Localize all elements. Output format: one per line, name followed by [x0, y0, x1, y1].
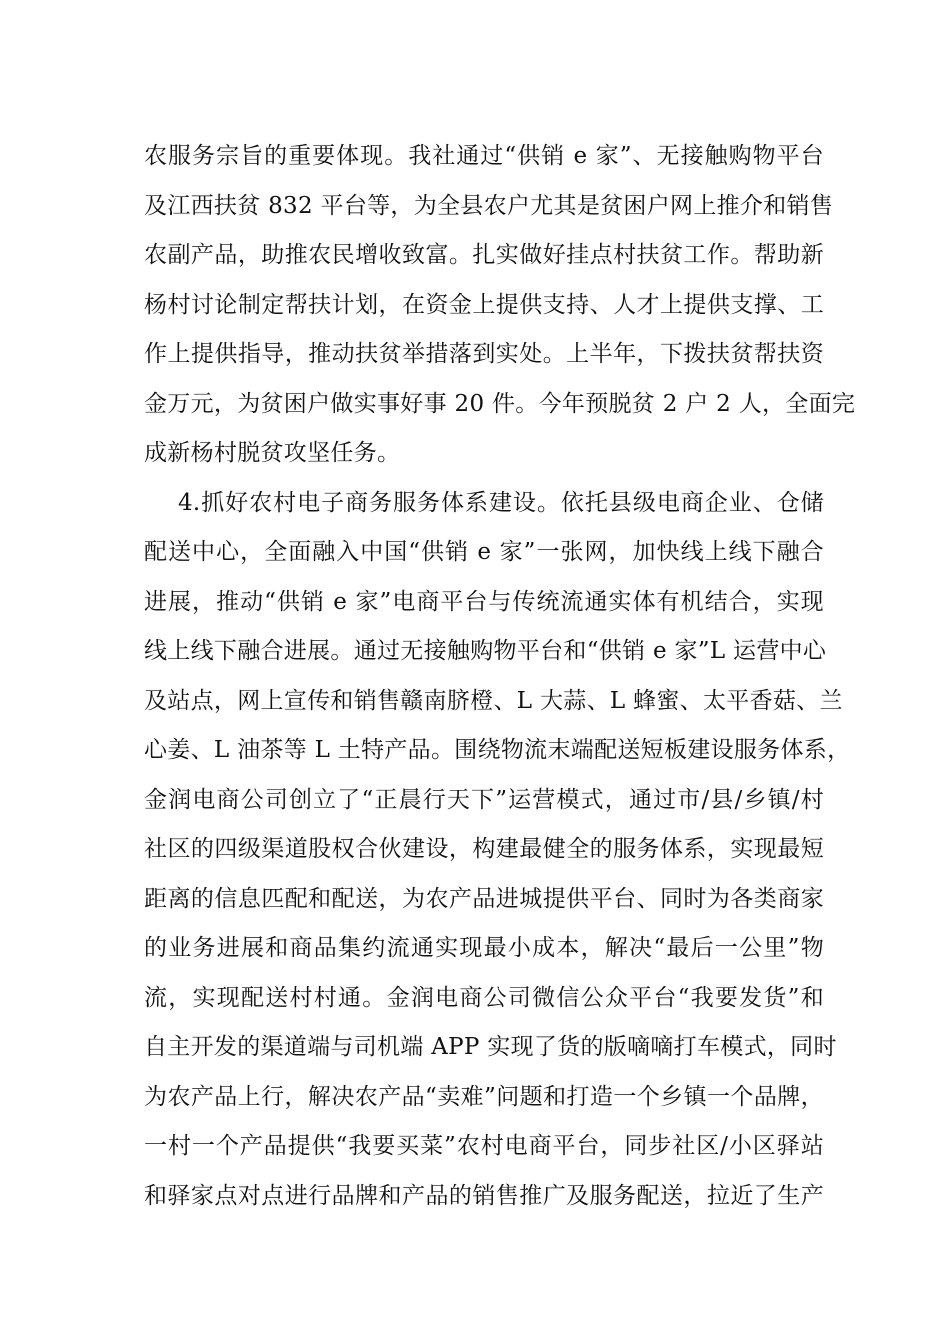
- text-line: 及江西扶贫 832 平台等，为全县农户尤其是贫困户网上推介和销售: [144, 192, 834, 219]
- text-line: 金润电商公司创立了“正晨行天下”运营模式，通过市/县/乡镇/村: [144, 786, 824, 813]
- text-line: 距离的信息匹配和配送，为农产品进城提供平台、同时为各类商家: [144, 885, 824, 912]
- text-line: 的业务进展和商品集约流通实现最小成本，解决“最后一公里”物: [144, 935, 824, 961]
- text-line: 金万元，为贫困户做实事好事 20 件。今年预脱贫 2 户 2 人，全面完: [144, 390, 856, 417]
- paragraph-4: [144, 479, 851, 1222]
- text-line: 农服务宗旨的重要体现。我社通过“供销 e 家”、无接触购物平台: [144, 143, 824, 169]
- text-line: 4.抓好农村电子商务服务体系建设。依托县级电商企业、仓储: [178, 489, 824, 516]
- text-line: 作上提供指导，推动扶贫举措落到实处。上半年，下拨扶贫帮扶资: [144, 341, 824, 367]
- text-line: 进展，推动“供销 e 家”电商平台与传统流通实体有机结合，实现: [144, 588, 824, 615]
- text-line: 成新杨村脱贫攻坚任务。: [144, 440, 401, 466]
- text-line: 线上线下融合进展。通过无接触购物平台和“供销 e 家”L 运营中心: [144, 638, 827, 664]
- text-line: 及站点，网上宣传和销售赣南脐橙、L 大蒜、L 蜂蜜、太平香菇、兰: [144, 687, 843, 714]
- document-body: [144, 132, 856, 1221]
- text-line: 为农产品上行，解决农产品“卖难”问题和打造一个乡镇一个品牌，: [144, 1083, 824, 1110]
- text-line: 心姜、L 油茶等 L 土特产品。围绕物流末端配送短板建设服务体系，: [144, 737, 851, 763]
- text-line: 杨村讨论制定帮扶计划，在资金上提供支持、人才上提供支撑、工: [144, 291, 824, 318]
- text-line: 社区的四级渠道股权合伙建设，构建最健全的服务体系，实现最短: [144, 836, 824, 862]
- text-line: 农副产品，助推农民增收致富。扎实做好挂点村扶贫工作。帮助新: [144, 242, 824, 268]
- text-line: 配送中心，全面融入中国“供销 e 家”一张网，加快线上线下融合: [144, 539, 824, 565]
- text-line: 和驿家点对点进行品牌和产品的销售推广及服务配送，拉近了生产: [144, 1182, 824, 1209]
- text-line: 自主开发的渠道端与司机端 APP 实现了货的版嘀嘀打车模式，同时: [144, 1034, 837, 1060]
- paragraph-continued: [144, 132, 856, 479]
- text-line: 一村一个产品提供“我要买菜”农村电商平台，同步社区/小区驿站: [144, 1133, 824, 1159]
- text-line: 流，实现配送村村通。金润电商公司微信公众平台“我要发货”和: [144, 984, 824, 1011]
